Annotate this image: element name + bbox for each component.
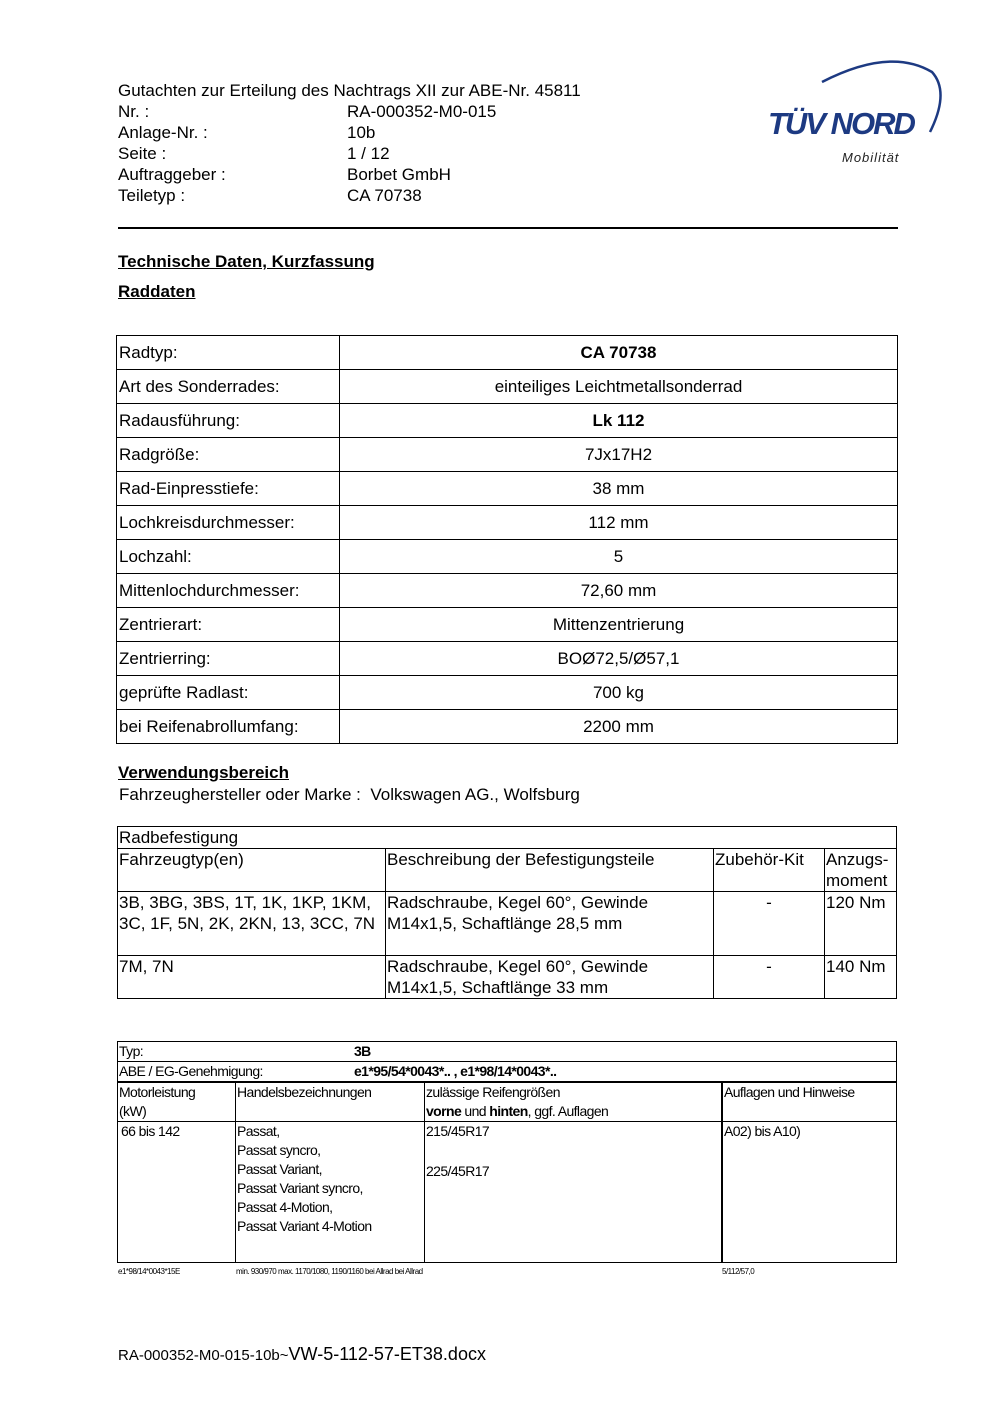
table-row: Radausführung: Lk 112 <box>117 404 898 438</box>
table-row: Lochzahl: 5 <box>117 540 898 574</box>
table-row: bei Reifenabrollumfang: 2200 mm <box>117 710 898 744</box>
footnote-c: 5/112/57,0 <box>722 1267 755 1276</box>
table-row: 7M, 7N Radschraube, Kegel 60°, Gewinde M14x1,5, Schaftlänge 33 mm - 140 Nm <box>118 956 897 999</box>
footnote-a: e1*98/14*0043*15E <box>118 1267 180 1276</box>
table-row: 66 bis 142 Passat, Passat syncro, Passat Variant, Passat Variant syncro, Passat 4-Motion, Passat Variant 4-Motion 215/45R17 225/45R17 A02) bis A10) <box>118 1122 897 1263</box>
table-row: Radgröße: 7Jx17H2 <box>117 438 898 472</box>
table-row: Mittenlochdurchmesser: 72,60 mm <box>117 574 898 608</box>
tuev-nord-logo <box>760 52 950 172</box>
verwendung-heading: Verwendungsbereich <box>118 763 289 782</box>
raddaten-table <box>116 335 898 744</box>
table-row: Zentrierring: BOØ72,5/Ø57,1 <box>117 642 898 676</box>
typ-table <box>117 1041 897 1263</box>
page-footer: RA-000352-M0-015-10b~VW-5-112-57-ET38.docx <box>118 1344 486 1364</box>
table-row: Art des Sonderrades: einteiliges Leichtmetallsonderrad <box>117 370 898 404</box>
section-subheading: Raddaten <box>118 282 196 301</box>
table-row: Zentrierart: Mittenzentrierung <box>117 608 898 642</box>
logo-subtitle: Mobilität <box>842 150 900 165</box>
table-row: Radbefestigung <box>118 827 897 849</box>
manufacturer-line: Fahrzeughersteller oder Marke : Volkswagen AG., Wolfsburg <box>119 785 580 804</box>
logo-name: TÜV NORD <box>768 106 914 141</box>
footnote-b: min. 930/970 max. 1170/1080, 1190/1160 bei Allrad bei Allrad <box>236 1267 423 1276</box>
table-row: 3B, 3BG, 3BS, 1T, 1K, 1KP, 1KM, 3C, 1F, 5N, 2K, 2KN, 13, 3CC, 7N Radschraube, Kegel 60°, Gewinde M14x1,5, Schaftlänge 28,5 mm - 120 Nm <box>118 892 897 956</box>
table-row: Rad-Einpresstiefe: 38 mm <box>117 472 898 506</box>
section-heading: Technische Daten, Kurzfassung <box>118 252 375 271</box>
table-row: Lochkreisdurchmesser: 112 mm <box>117 506 898 540</box>
table-row: Radtyp: CA 70738 <box>117 336 898 370</box>
table-row: ABE / EG-Genehmigung: e1*95/54*0043*.. , e1*98/14*0043*.. <box>118 1062 897 1083</box>
header-divider <box>118 227 898 229</box>
table-row: Fahrzeugtyp(en) Beschreibung der Befestigungsteile Zubehör-Kit Anzugs- moment <box>118 849 897 892</box>
table-row: Typ: 3B <box>118 1042 897 1062</box>
table-row: geprüfte Radlast: 700 kg <box>117 676 898 710</box>
radbefestigung-table <box>117 826 897 999</box>
table-row: Motorleistung (kW) Handelsbezeichnungen zulässige Reifengrößen vorne und hinten, ggf. Auflagen Auflagen und Hinweise <box>118 1082 897 1122</box>
